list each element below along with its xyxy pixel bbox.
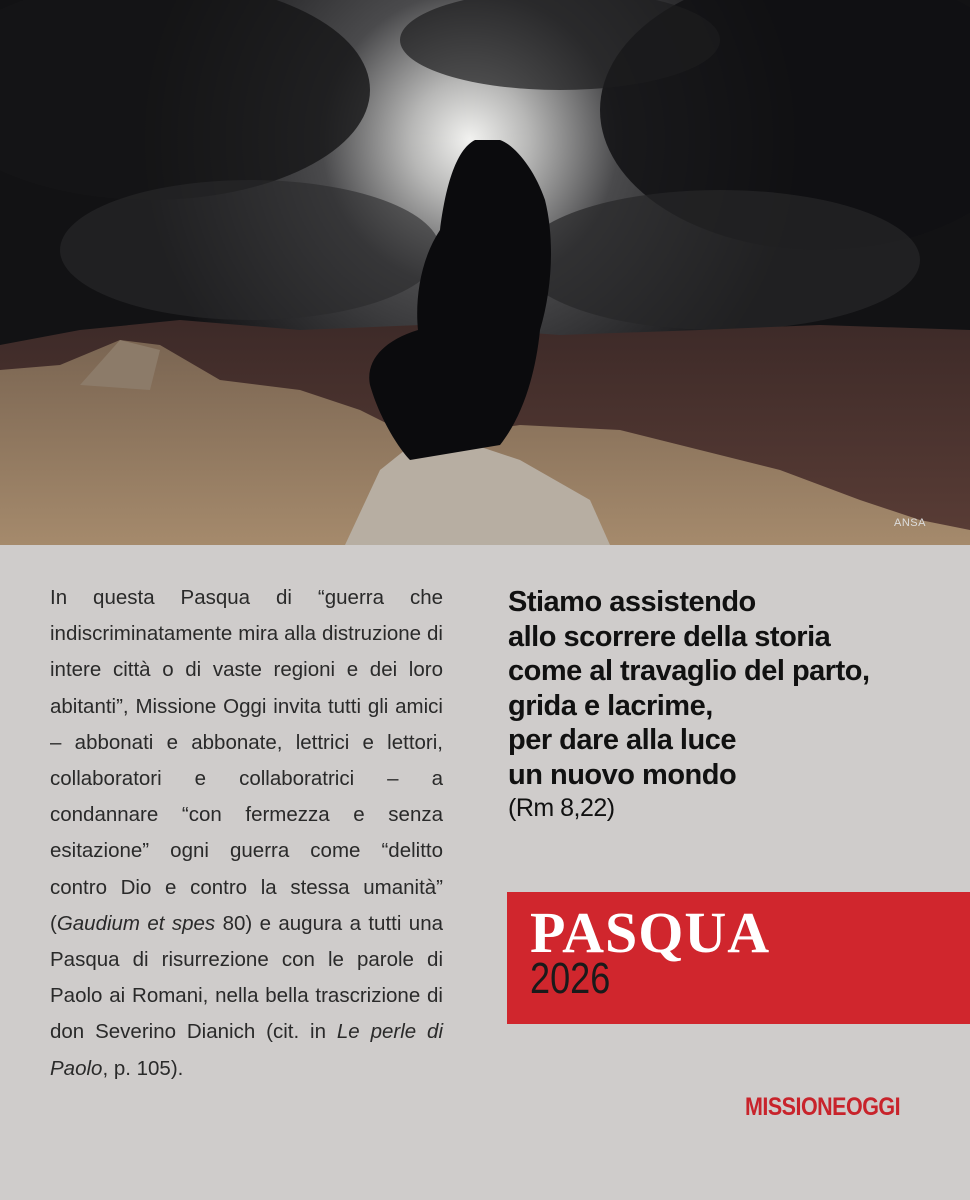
quote-line: Stiamo assistendo — [508, 586, 756, 618]
hero-photo — [0, 0, 970, 545]
banner-title: PASQUA — [530, 900, 771, 965]
body-text-segment: In questa Pasqua di “guerra che indiscriminatamente mira alla distruzione di intere città o di vaste regioni e dei loro abitanti”, Missione Oggi invita tutti gli amici – abbonati e abbonate, lettrici e lettori, collaboratori e collaboratrici – a condannare “con fermezza e senza esitazione” ogni guerra come “delitto contro Dio e contro la stessa umanità” ( — [50, 586, 443, 935]
body-text-segment-italic: Le perle di Paolo — [50, 1020, 444, 1080]
body-text-segment-italic: Gaudium et spes — [56, 911, 216, 935]
quote-line: grida e lacrime, — [508, 689, 713, 722]
easter-banner — [507, 892, 970, 1024]
missione-oggi-logo: MISSIONEOGGI — [745, 1093, 901, 1121]
scripture-quote — [508, 585, 948, 824]
banner-year: 2026 — [530, 954, 611, 1003]
hero-photo-illustration — [0, 0, 970, 545]
quote-line: come al travaglio del parto, — [508, 655, 870, 687]
body-text-segment: , p. 105). — [102, 1056, 184, 1080]
body-text-segment: 80) e augura a tutti una Pasqua di risurrezione con le parole di Paolo ai Romani, nella bella trascrizione di don Severino Dianich (cit. in — [50, 911, 443, 1044]
quote-line: allo scorrere della storia — [508, 620, 831, 653]
body-paragraph — [50, 580, 443, 1087]
quote-line: per dare alla luce — [508, 724, 736, 756]
quote-reference: (Rm 8,22) — [508, 794, 615, 822]
photo-credit: ANSA — [894, 517, 926, 529]
quote-line: un nuovo mondo — [508, 758, 737, 791]
